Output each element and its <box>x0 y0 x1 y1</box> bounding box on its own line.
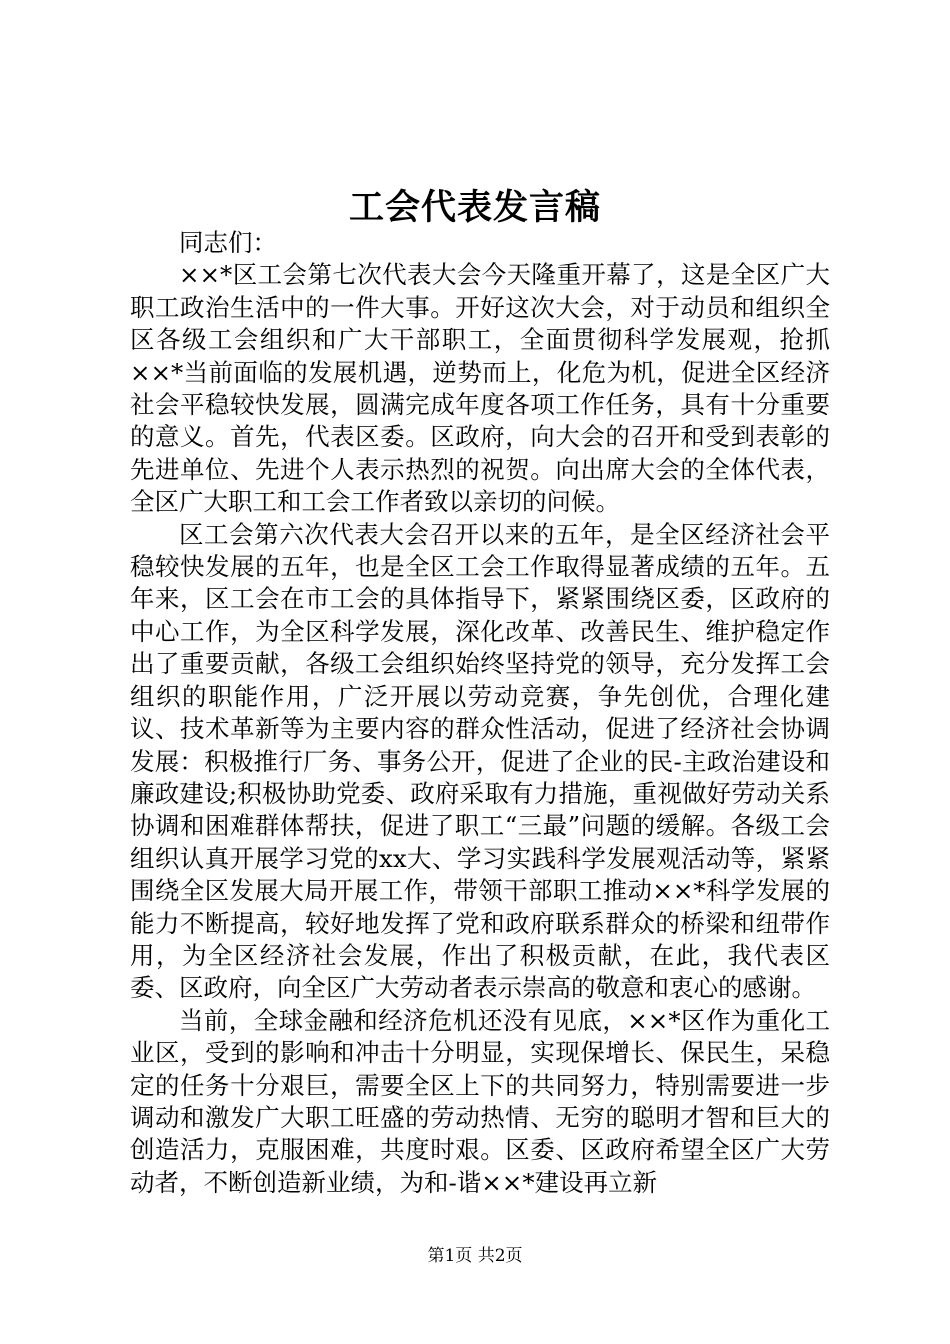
document-title: 工会代表发言稿 <box>348 187 601 228</box>
paragraph-2: 区工会第六次代表大会召开以来的五年，是全区经济社会平稳较快发展的五年，也是全区工会工作取得显著成绩的五年。五年来，区工会在市工会的具体指导下，紧紧围绕区委，区政府的中心工作，为全区科学发展，深化改革、改善民生、维护稳定作出了重要贡献，各级工会组织始终坚持党的领导，充分发挥工会组织的职能作用，广泛开展以劳动竞赛，争先创优，合理化建议、技术革新等为主要内容的群众性活动，促进了经济社会协调发展：积极推行厂务、事务公开，促进了企业的民-主政治建设和廉政建设;积极协助党委、政府采取有力措施，重视做好劳动关系协调和困难群体帮扶，促进了职工“三最”问题的缓解。各级工会组织认真开展学习党的xx大、学习实践科学发展观活动等，紧紧围绕全区发展大局开展工作，带领干部职工推动××*科学发展的能力不断提高，较好地发挥了党和政府联系群众的桥梁和纽带作用，为全区经济社会发展，作出了积极贡献，在此，我代表区委、区政府，向全区广大劳动者表示崇高的敬意和衷心的感谢。 <box>130 519 830 1003</box>
paragraph-3: 当前，全球金融和经济危机还没有见底，××*区作为重化工业区，受到的影响和冲击十分明显，实现保增长、保民生，呆稳定的任务十分艰巨，需要全区上下的共同努力，特别需要进一步调动和激发广大职工旺盛的劳动热情、无穷的聪明才智和巨大的创造活力，克服困难，共度时艰。区委、区政府希望全区广大劳动者，不断创造新业绩，为和-谐××*建设再立新 <box>130 1005 830 1197</box>
paragraph-1: ××*区工会第七次代表大会今天隆重开幕了，这是全区广大职工政治生活中的一件大事。开好这次大会，对于动员和组织全区各级工会组织和广大干部职工，全面贯彻科学发展观，抢抓××*当前面临的发展机遇，逆势而上，化危为机，促进全区经济社会平稳较快发展，圆满完成年度各项工作任务，具有十分重要的意义。首先，代表区委。区政府，向大会的召开和受到表彰的先进单位、先进个人表示热烈的祝贺。向出席大会的全体代表，全区广大职工和工会工作者致以亲切的问候。 <box>130 260 830 517</box>
page-footer: 第1页 共2页 <box>427 1246 523 1266</box>
document-body <box>130 227 830 1199</box>
salutation: 同志们： <box>179 228 277 257</box>
